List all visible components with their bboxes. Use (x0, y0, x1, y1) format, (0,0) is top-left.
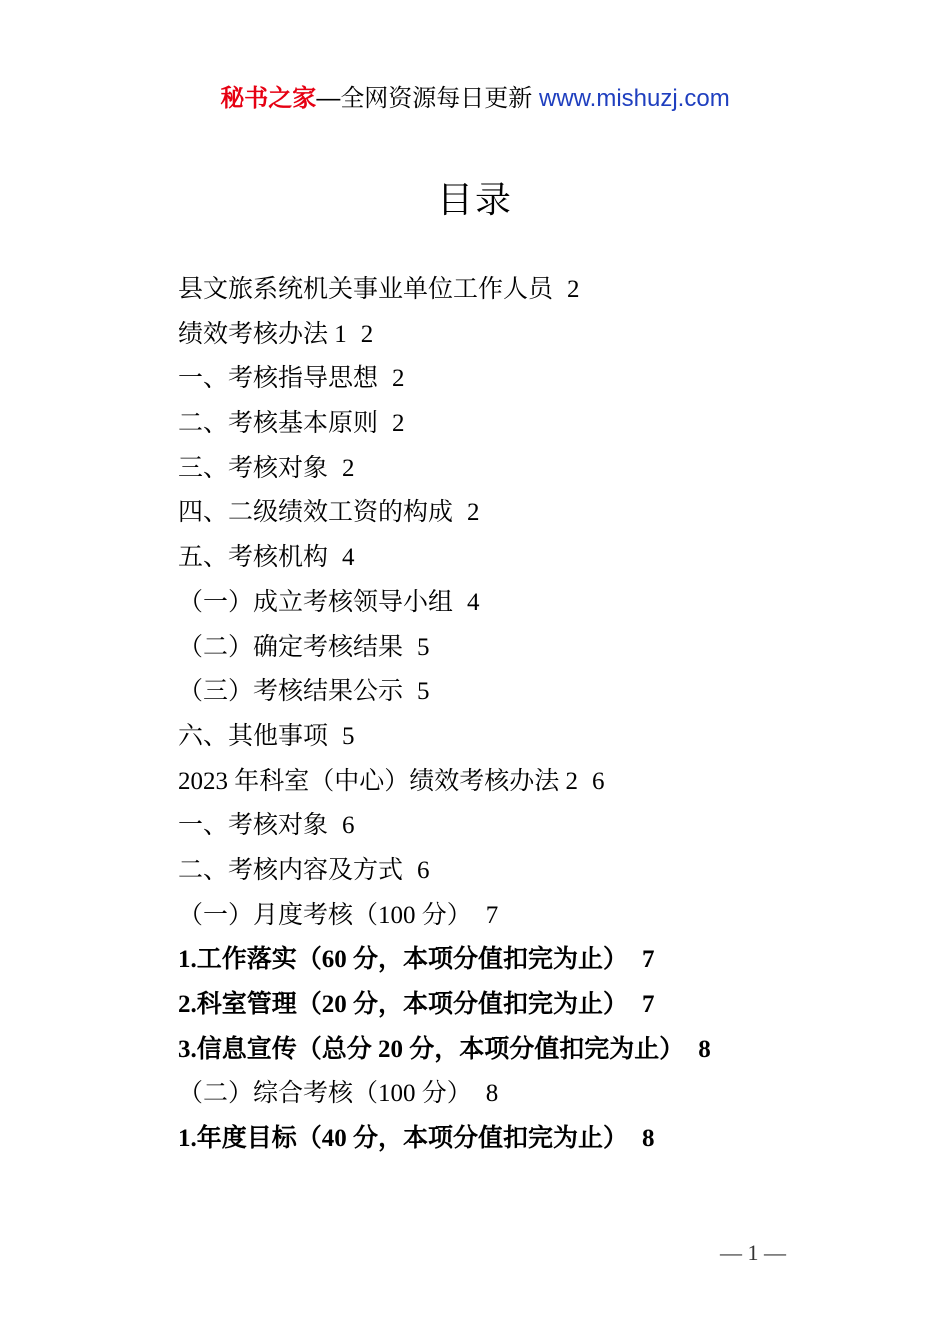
toc-entry-page: 6 (417, 856, 430, 884)
site-url-link[interactable]: www.mishuzj.com (538, 85, 730, 112)
toc-entry[interactable] (178, 938, 818, 983)
toc-entry-text: 县文旅系统机关事业单位工作人员 (178, 276, 554, 303)
toc-entry-page: 4 (467, 588, 480, 616)
toc-entry-text: 3.信息宣传（总分 20 分，本项分值扣完为止） (178, 1035, 685, 1063)
toc-entry-text: （一）成立考核领导小组 (178, 588, 454, 616)
toc-entry[interactable] (178, 760, 818, 805)
toc-entry-page: 4 (342, 544, 355, 572)
toc-entry-text: （一）月度考核（100 分） (178, 901, 472, 929)
toc-entry[interactable] (178, 670, 818, 715)
toc-entry-text: 四、二级绩效工资的构成 (178, 499, 454, 527)
toc-entry[interactable] (178, 804, 818, 849)
toc-entry-page: 8 (642, 1125, 655, 1153)
toc-entry-text: 绩效考核办法 1 (178, 320, 347, 348)
toc-entry-page: 2 (392, 410, 405, 438)
toc-entry-page: 7 (485, 901, 499, 929)
toc-entry-page: 6 (342, 812, 355, 840)
toc-entry-page: 2 (360, 320, 374, 348)
toc-entry-text: 六、其他事项 (178, 722, 329, 750)
toc-entry[interactable] (178, 491, 818, 536)
toc-entry[interactable] (178, 1117, 818, 1162)
toc-entry-page: 5 (417, 633, 430, 661)
toc-entry-page: 2 (467, 499, 480, 527)
toc-entry[interactable] (178, 1028, 818, 1073)
toc-entry[interactable] (178, 268, 818, 313)
toc-entry-page: 2 (567, 276, 580, 303)
toc-entry[interactable] (178, 581, 818, 626)
toc-entry-text: 2.科室管理（20 分，本项分值扣完为止） (178, 991, 629, 1018)
toc-entry-page: 5 (417, 678, 430, 706)
toc-entry[interactable] (178, 626, 818, 671)
toc-entry-text: （二）确定考核结果 (178, 633, 404, 661)
toc-entry-text: （二）综合考核（100 分） (178, 1080, 472, 1108)
toc-entry-page: 7 (642, 991, 655, 1018)
toc-entry-text: 1.工作落实（60 分，本项分值扣完为止） (178, 946, 629, 974)
toc-entry-text: 五、考核机构 (178, 544, 329, 572)
toc-entry-text: 三、考核对象 (178, 454, 329, 482)
page-number: — 1 — (720, 1240, 786, 1265)
toc-entry[interactable] (178, 402, 818, 447)
toc-entry[interactable] (178, 357, 818, 402)
toc-entry[interactable] (178, 536, 818, 581)
site-banner (0, 78, 950, 113)
toc-entry-text: （三）考核结果公示 (178, 678, 404, 706)
toc-entry[interactable] (178, 983, 818, 1028)
toc-entry-page: 6 (592, 767, 605, 795)
toc-entry-text: 一、考核指导思想 (178, 365, 379, 393)
toc-entry[interactable] (178, 447, 818, 492)
toc-entry-text: 二、考核基本原则 (178, 410, 379, 438)
table-of-contents (178, 268, 818, 1162)
toc-entry-page: 2 (392, 365, 405, 393)
toc-entry-text: 二、考核内容及方式 (178, 856, 404, 884)
toc-entry[interactable] (178, 715, 818, 760)
toc-entry-text: 2023 年科室（中心）绩效考核办法 2 (178, 767, 579, 795)
site-brand: 秘书之家 (220, 85, 317, 112)
toc-entry[interactable] (178, 849, 818, 894)
toc-entry[interactable] (178, 1072, 818, 1117)
site-slogan: —全网资源每日更新 (316, 85, 539, 112)
document-title: 目录 (436, 179, 513, 220)
toc-entry-page: 2 (342, 454, 355, 482)
toc-entry-text: 1.年度目标（40 分，本项分值扣完为止） (178, 1125, 629, 1153)
toc-entry[interactable] (178, 313, 818, 358)
toc-entry-page: 8 (698, 1035, 711, 1063)
toc-entry-page: 8 (485, 1080, 499, 1108)
toc-entry[interactable] (178, 894, 818, 939)
toc-entry-page: 7 (642, 946, 655, 974)
toc-entry-page: 5 (342, 722, 355, 750)
toc-entry-text: 一、考核对象 (178, 812, 329, 840)
